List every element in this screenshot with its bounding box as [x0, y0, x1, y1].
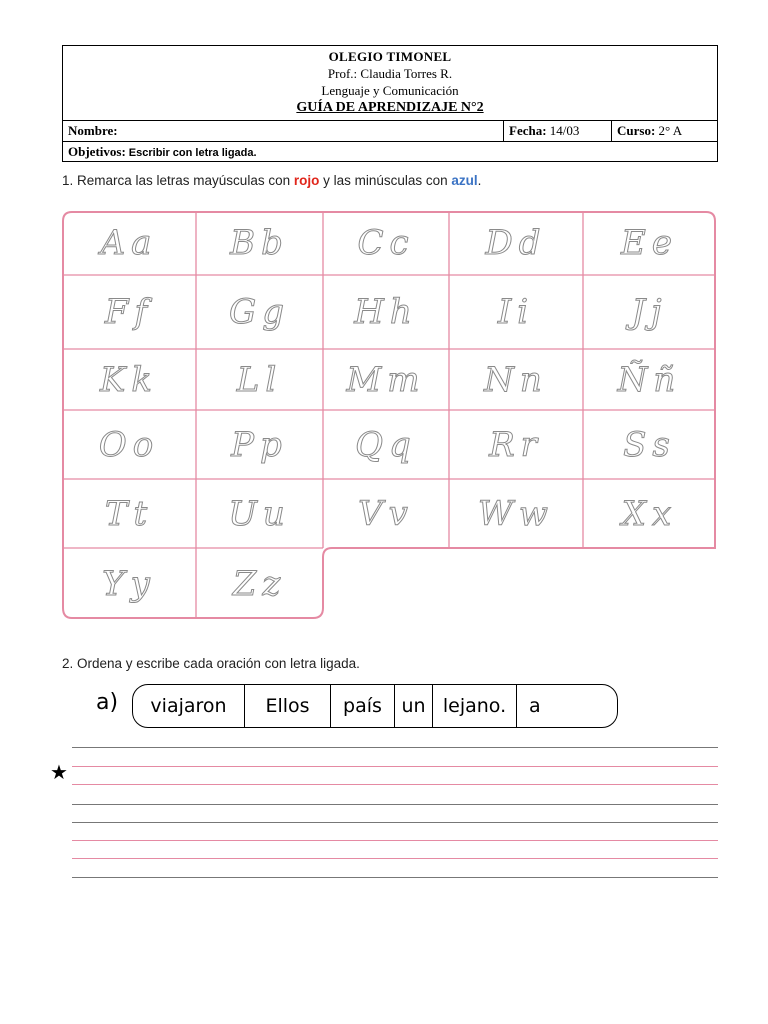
writing-line [72, 766, 718, 767]
objectives-label: Objetivos: [68, 144, 126, 159]
sentence-a [96, 684, 626, 730]
writing-line [72, 747, 718, 748]
course-value: 2° A [658, 123, 683, 138]
sentence-label: a) [96, 690, 119, 715]
instruction-2: 2. Ordena y escribe cada oración con letra ligada. [62, 656, 360, 671]
alphabet-letter-pair: Tt [104, 493, 154, 534]
word-card: país [331, 685, 395, 727]
course-field [612, 121, 717, 141]
writing-line [72, 822, 718, 823]
alphabet-letter-pair: Zz [232, 563, 287, 604]
alphabet-letter-pair: Yy [102, 563, 156, 604]
word-card: a [529, 695, 541, 717]
alphabet-letter-pair: Oo [98, 424, 160, 465]
instruction-1-suffix: . [477, 173, 482, 188]
subject-name: Lenguaje y Comunicación [321, 83, 459, 98]
alphabet-letter-pair: Ff [104, 292, 154, 332]
word-card: Ellos [245, 685, 331, 727]
header-title-block [63, 46, 717, 121]
objectives-value: Escribir con letra ligada. [128, 147, 257, 159]
instruction-1-red-word: rojo [293, 173, 320, 188]
header-info-row [63, 121, 717, 142]
objectives-row [63, 142, 717, 161]
alphabet-tracing-grid [62, 211, 716, 619]
alphabet-letter-pair: Hh [354, 292, 418, 332]
alphabet-letter-pair: Jj [631, 292, 668, 332]
instruction-1-blue-word: azul [451, 173, 478, 188]
word-card: lejano. [433, 685, 517, 727]
alphabet-letter-pair: Ee [621, 223, 678, 263]
school-name: OLEGIO TIMONEL [328, 49, 452, 64]
guide-title: GUÍA DE APRENDIZAJE N°2 [296, 100, 484, 115]
writing-line [72, 784, 718, 785]
date-value: 14/03 [549, 123, 580, 138]
alphabet-letter-pair: Aa [100, 223, 158, 263]
date-label: Fecha: [509, 123, 547, 138]
alphabet-letter-pair: Nn [484, 359, 548, 400]
instruction-1-middle: y las minúsculas con [319, 173, 452, 188]
instruction-1 [62, 173, 481, 188]
alphabet-letter-pair: Ii [497, 292, 535, 332]
alphabet-letter-pair: Kk [99, 359, 158, 400]
alphabet-letter-pair: Vv [358, 493, 414, 534]
alphabet-letter-pair: Bb [230, 223, 289, 263]
star-icon: ★ [50, 760, 68, 784]
instruction-1-prefix: 1. Remarca las letras mayúsculas con [62, 173, 294, 188]
alphabet-letter-pair: Ww [477, 493, 555, 534]
writing-line [72, 804, 718, 805]
alphabet-letter-pair: Dd [485, 223, 547, 263]
word-card: viajaron [133, 685, 245, 727]
writing-line [72, 840, 718, 841]
alphabet-letter-pair: Uu [228, 493, 291, 534]
teacher-name: Prof.: Claudia Torres R. [327, 66, 453, 81]
word-card: un [395, 685, 433, 727]
alphabet-letter-pair: Pp [231, 424, 288, 465]
alphabet-letter-pair: Xx [621, 493, 678, 534]
worksheet-header [62, 45, 718, 162]
alphabet-letter-pair: Gg [229, 292, 290, 332]
alphabet-letter-pair: Cc [357, 223, 415, 263]
alphabet-letter-pair: Ll [236, 359, 283, 400]
alphabet-letter-pair: Ss [623, 424, 676, 465]
writing-line [72, 877, 718, 878]
word-strip [132, 684, 618, 728]
writing-line [72, 858, 718, 859]
name-field[interactable] [63, 121, 504, 141]
name-label: Nombre: [68, 123, 118, 138]
alphabet-letter-pair: Qq [355, 424, 417, 465]
alphabet-letter-pair: Mm [346, 359, 426, 400]
alphabet-letter-pair: Rr [489, 424, 543, 465]
course-label: Curso: [617, 123, 656, 138]
alphabet-letter-pair: Ññ [617, 359, 682, 400]
date-field [504, 121, 612, 141]
